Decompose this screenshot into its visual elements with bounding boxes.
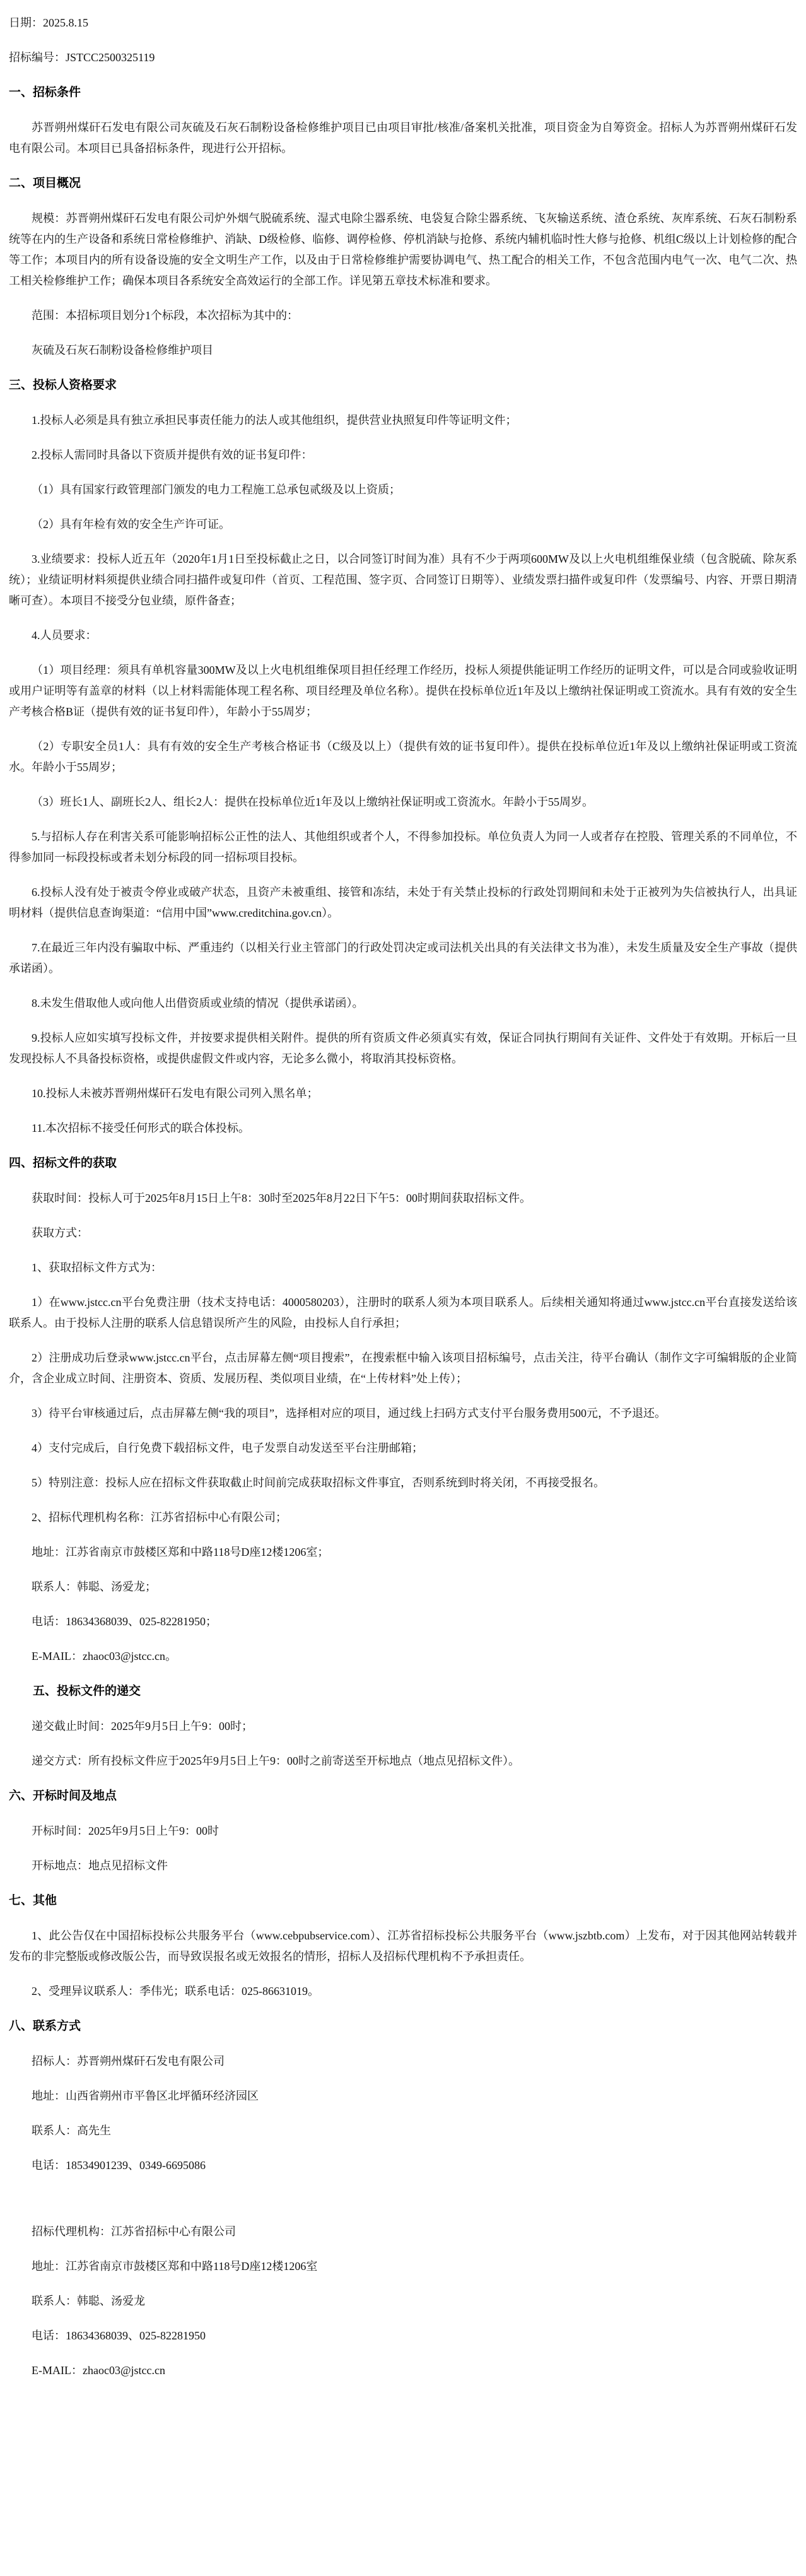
agency-contact-line-2: 联系人：韩聪、汤爱龙	[32, 2295, 145, 2307]
tender-announcement-document	[9, 13, 797, 2381]
qualification-item-2: 2.投标人需同时具备以下资质并提供有效的证书复印件：	[32, 449, 313, 461]
obtain-time-paragraph: 获取时间：投标人可于2025年8月15日上午8：30时至2025年8月22日下午5：00时期间获取招标文件。	[32, 1192, 531, 1204]
agency-address-line-2: 地址：江苏省南京市鼓楼区郑和中路118号D座12楼1206室	[32, 2260, 318, 2273]
obtain-method-step-5: 5）特别注意：投标人应在招标文件获取截止时间前完成获取招标文件事宜，否则系统到时将关闭，不再接受报名。	[32, 1476, 605, 1489]
obtain-method-step-1: 1）在www.jstcc.cn平台免费注册（技术支持电话：4000580203），注册时的联系人须为本项目联系人。后续相关通知将通过www.jstcc.cn平台直接发送给该联系人。由于投标人注册的联系人信息错误所产生的风险，由投标人自行承担；	[9, 1296, 797, 1329]
agency-name-line-2: 招标代理机构：江苏省招标中心有限公司	[32, 2225, 236, 2238]
other-item-2: 2、受理异议联系人：季伟光；联系电话：025-86631019。	[32, 1985, 319, 1997]
qualification-item-3: 3.业绩要求：投标人近五年（2020年1月1日至投标截止之日，以合同签订时间为准）具有不少于两项600MW及以上火电机组维保业绩（包含脱硫、除灰系统）；业绩证明材料须提供业绩合同扫描件或复印件（首页、工程范围、签字页、合同签订日期等）、业绩发票扫描件或复印件（发票编号、内容、开票日期清晰可查）。本项目不接受分包业绩，原件备查；	[9, 553, 797, 607]
tender-conditions-paragraph: 苏晋朔州煤矸石发电有限公司灰硫及石灰石制粉设备检修维护项目已由项目审批/核准/备案机关批准，项目资金为自筹资金。招标人为苏晋朔州煤矸石发电有限公司。本项目已具备招标条件，现进行公开招标。	[9, 121, 797, 155]
qualification-item-2-sub-1: （1）具有国家行政管理部门颁发的电力工程施工总承包贰级及以上资质；	[32, 483, 400, 496]
date-label: 日期：	[9, 16, 43, 29]
qualification-item-4-sub-2: （2）专职安全员1人：具有有效的安全生产考核合格证书（C级及以上）（提供有效的证书复印件）。提供在投标单位近1年及以上缴纳社保证明或工资流水。年龄小于55周岁；	[9, 740, 797, 773]
qualification-item-1: 1.投标人必须是具有独立承担民事责任能力的法人或其他组织，提供营业执照复印件等证明文件；	[32, 414, 517, 426]
section-contact-heading: 八、联系方式	[9, 2020, 81, 2033]
qualification-item-4-sub-3: （3）班长1人、副班长2人、组长2人：提供在投标单位近1年及以上缴纳社保证明或工资流水。年龄小于55周岁。	[32, 796, 593, 808]
section-other	[9, 1890, 797, 2002]
section-bidder-qualifications-heading: 三、投标人资格要求	[9, 379, 117, 392]
qualification-item-5: 5.与招标人存在利害关系可能影响招标公正性的法人、其他组织或者个人，不得参加投标。单位负责人为同一人或者存在控股、管理关系的不同单位，不得参加同一标段投标或者未划分标段的同一招标项目投标。	[9, 830, 797, 864]
section-bid-opening	[9, 1785, 797, 1876]
section-other-heading: 七、其他	[9, 1894, 57, 1907]
obtain-method-item-1: 1、获取招标文件方式为：	[32, 1261, 162, 1274]
section-bid-submission	[9, 1681, 797, 1772]
bid-lot-name: 灰硫及石灰石制粉设备检修维护项目	[32, 344, 213, 356]
section-tender-conditions-heading: 一、招标条件	[9, 86, 81, 99]
agency-name-line: 2、招标代理机构名称：江苏省招标中心有限公司；	[32, 1511, 287, 1524]
other-item-1: 1、此公告仅在中国招标投标公共服务平台（www.cebpubservice.com）、江苏省招标投标公共服务平台（www.jszbtb.com）上发布，对于因其他网站转载并发布的非完整版或修改版公告，而导致误报名或无效报名的情形，招标人及招标代理机构不予承担责任。	[9, 1929, 797, 1963]
obtain-method-step-2: 2）注册成功后登录www.jstcc.cn平台，点击屏幕左侧“项目搜索”，在搜索框中输入该项目招标编号，点击关注，待平台确认（制作文字可编辑版的企业简介，含企业成立时间、注册资本、资质、发展历程、类似项目业绩，在“上传材料”处上传）；	[9, 1351, 797, 1385]
date-value: 2025.8.15	[43, 16, 88, 29]
submission-method-line: 递交方式：所有投标文件应于2025年9月5日上午9：00时之前寄送至开标地点（地点见招标文件）。	[32, 1755, 520, 1767]
section-project-overview	[9, 173, 797, 361]
agency-email-line-2: E-MAIL：zhaoc03@jstcc.cn	[32, 2364, 166, 2377]
tenderer-address-line: 地址：山西省朔州市平鲁区北坪循环经济园区	[32, 2090, 259, 2102]
agency-address-line: 地址：江苏省南京市鼓楼区郑和中路118号D座12楼1206室；	[32, 1546, 329, 1558]
tender-number-value: JSTCC2500325119	[66, 51, 155, 64]
project-scale-paragraph: 规模：苏晋朔州煤矸石发电有限公司炉外烟气脱硫系统、湿式电除尘器系统、电袋复合除尘器系统、飞灰输送系统、渣仓系统、灰库系统、石灰石制粉系统等在内的生产设备和系统日常检修维护、消缺、D级检修、临修、调停检修、停机消缺与抢修、系统内辅机临时性大修与抢修、机组C级以上计划检修的配合等工作；本项目内的所有设备设施的安全文明生产工作，以及由于日常检修维护需要协调电气、热工配合的相关工作，不包含范围内电气一次、电气二次、热工相关检修维护工作；确保本项目各系统安全高效运行的全部工作。详见第五章技术标准和要求。	[9, 212, 797, 287]
section-project-overview-heading: 二、项目概况	[9, 177, 81, 190]
agency-phone-line-2: 电话：18634368039、025-82281950	[32, 2329, 206, 2342]
obtain-method-step-3: 3）待平台审核通过后，点击屏幕左侧“我的项目”，选择相对应的项目，通过线上扫码方式支付平台服务费用500元，不予退还。	[32, 1407, 666, 1420]
date-line	[9, 13, 797, 33]
qualification-item-6: 6.投标人没有处于被责令停业或破产状态，且资产未被重组、接管和冻结，未处于有关禁止投标的行政处罚期间和未处于正被列为失信被执行人，出具证明材料（提供信息查询渠道：“信用中国”www.creditchina.gov.cn）。	[9, 886, 797, 919]
qualification-item-7: 7.在最近三年内没有骗取中标、严重违约（以相关行业主管部门的行政处罚决定或司法机关出具的有关法律文书为准），未发生质量及安全生产事故（提供承诺函）。	[9, 941, 797, 975]
section-bid-opening-heading: 六、开标时间及地点	[9, 1789, 117, 1803]
obtain-method-step-4: 4）支付完成后，自行免费下载招标文件，电子发票自动发送至平台注册邮箱；	[32, 1442, 423, 1454]
qualification-item-11: 11.本次招标不接受任何形式的联合体投标。	[32, 1122, 250, 1134]
opening-place-line: 开标地点：地点见招标文件	[32, 1859, 168, 1872]
agency-phone-line: 电话：18634368039、025-82281950；	[32, 1615, 217, 1628]
obtain-method-label: 获取方式：	[32, 1226, 88, 1239]
qualification-item-4: 4.人员要求：	[32, 629, 97, 642]
project-scope-paragraph: 范围：本招标项目划分1个标段，本次招标为其中的：	[32, 309, 298, 322]
blank-gap	[9, 2190, 797, 2221]
section-tender-conditions	[9, 82, 797, 159]
section-obtaining-documents	[9, 1153, 797, 1667]
qualification-item-8: 8.未发生借取他人或向他人出借资质或业绩的情况（提供承诺函）。	[32, 997, 364, 1009]
tenderer-name-line: 招标人：苏晋朔州煤矸石发电有限公司	[32, 2055, 225, 2067]
qualification-item-10: 10.投标人未被苏晋朔州煤矸石发电有限公司列入黑名单；	[32, 1087, 318, 1100]
qualification-item-4-sub-1: （1）项目经理：须具有单机容量300MW及以上火电机组维保项目担任经理工作经历，投标人须提供能证明工作经历的证明文件，可以是合同或验收证明或用户证明等有盖章的材料（以上材料需能体现工程名称、项目经理及单位名称）。提供在投标单位近1年及以上缴纳社保证明或工资流水。具有有效的安全生产考核合格B证（提供有效的证书复印件），年龄小于55周岁；	[9, 664, 797, 718]
agency-email-line: E-MAIL：zhaoc03@jstcc.cn。	[32, 1650, 177, 1662]
tender-number-label: 招标编号：	[9, 51, 66, 64]
tenderer-phone-line: 电话：18534901239、0349-6695086	[32, 2159, 206, 2172]
opening-time-line: 开标时间：2025年9月5日上午9：00时	[32, 1825, 219, 1837]
submission-deadline-line: 递交截止时间：2025年9月5日上午9：00时；	[32, 1720, 253, 1732]
agency-contacts-line: 联系人：韩聪、汤爱龙；	[32, 1580, 156, 1593]
qualification-item-2-sub-2: （2）具有年检有效的安全生产许可证。	[32, 518, 230, 531]
tenderer-contact-line: 联系人：高先生	[32, 2124, 111, 2137]
doc-meta	[9, 13, 797, 68]
qualification-item-9: 9.投标人应如实填写投标文件，并按要求提供相关附件。提供的所有资质文件必须真实有效，保证合同执行期间有关证件、文件处于有效期。开标后一旦发现投标人不具备投标资格，或提供虚假文件或内容，无论多么微小，将取消其投标资格。	[9, 1032, 797, 1065]
tender-number-line	[9, 47, 797, 68]
section-contact	[9, 2016, 797, 2381]
section-bidder-qualifications	[9, 375, 797, 1139]
section-obtaining-documents-heading: 四、招标文件的获取	[9, 1156, 117, 1170]
section-bid-submission-heading: 五、投标文件的递交	[33, 1685, 141, 1698]
